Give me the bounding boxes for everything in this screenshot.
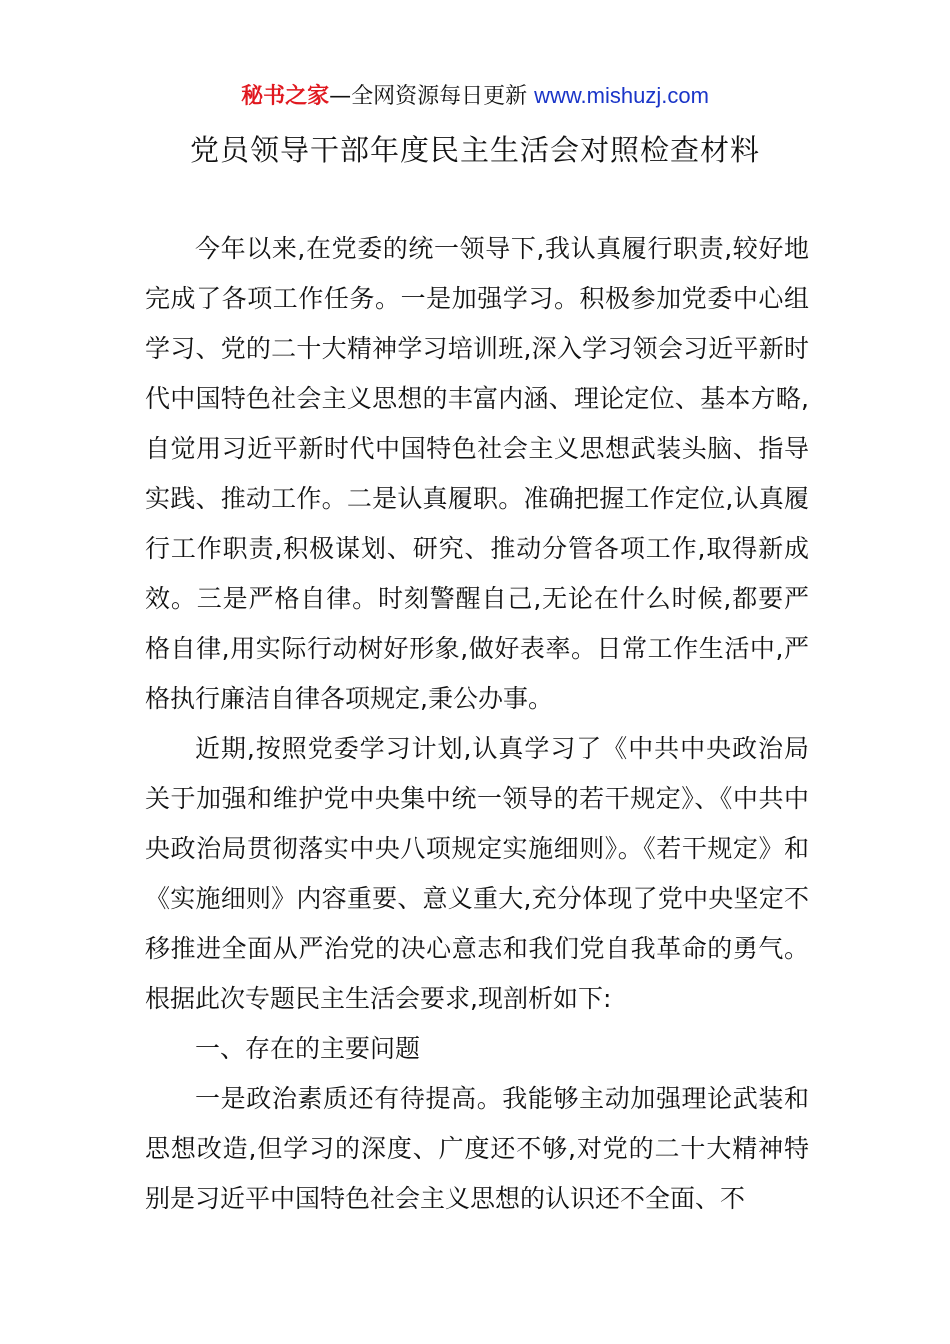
paragraph-work-summary: 今年以来,在党委的统一领导下,我认真履行职责,较好地完成了各项工作任务。一是加强学习。积极参加党委中心组学习、党的二十大精神学习培训班,深入学习领会习近平新时代中国特色社会主义思想的丰富内涵、理论定位、基本方略,自觉用习近平新时代中国特色社会主义思想武装头脑、指导实践、推动工作。二是认真履职。准确把握工作定位,认真履行工作职责,积极谋划、研究、推动分管各项工作,取得新成效。三是严格自律。时刻警醒自己,无论在什么时候,都要严格自律,用实际行动树好形象,做好表率。日常工作生活中,严格执行廉洁自律各项规定,秉公办事。: [145, 234, 809, 713]
site-tagline: —全网资源每日更新: [329, 84, 535, 109]
site-url-link[interactable]: www.mishuzj.com: [534, 83, 709, 108]
site-header: [0, 80, 950, 113]
document-body: [145, 224, 809, 1224]
paragraph-problem-one: 一是政治素质还有待提高。我能够主动加强理论武装和思想改造,但学习的深度、广度还不够,对党的二十大精神特别是习近平中国特色社会主义思想的认识还不全面、不: [145, 1084, 809, 1213]
section-heading-main-problems: 一、存在的主要问题: [195, 1034, 421, 1063]
paragraph-study-context: 近期,按照党委学习计划,认真学习了《中共中央政治局关于加强和维护党中央集中统一领导的若干规定》、《中共中央政治局贯彻落实中央八项规定实施细则》。《若干规定》和《实施细则》内容重要、意义重大,充分体现了党中央坚定不移推进全面从严治党的决心意志和我们党自我革命的勇气。根据此次专题民主生活会要求,现剖析如下:: [145, 734, 809, 1013]
site-brand: 秘书之家: [241, 84, 330, 109]
document-title: 党员领导干部年度民主生活会对照检查材料: [189, 133, 760, 167]
